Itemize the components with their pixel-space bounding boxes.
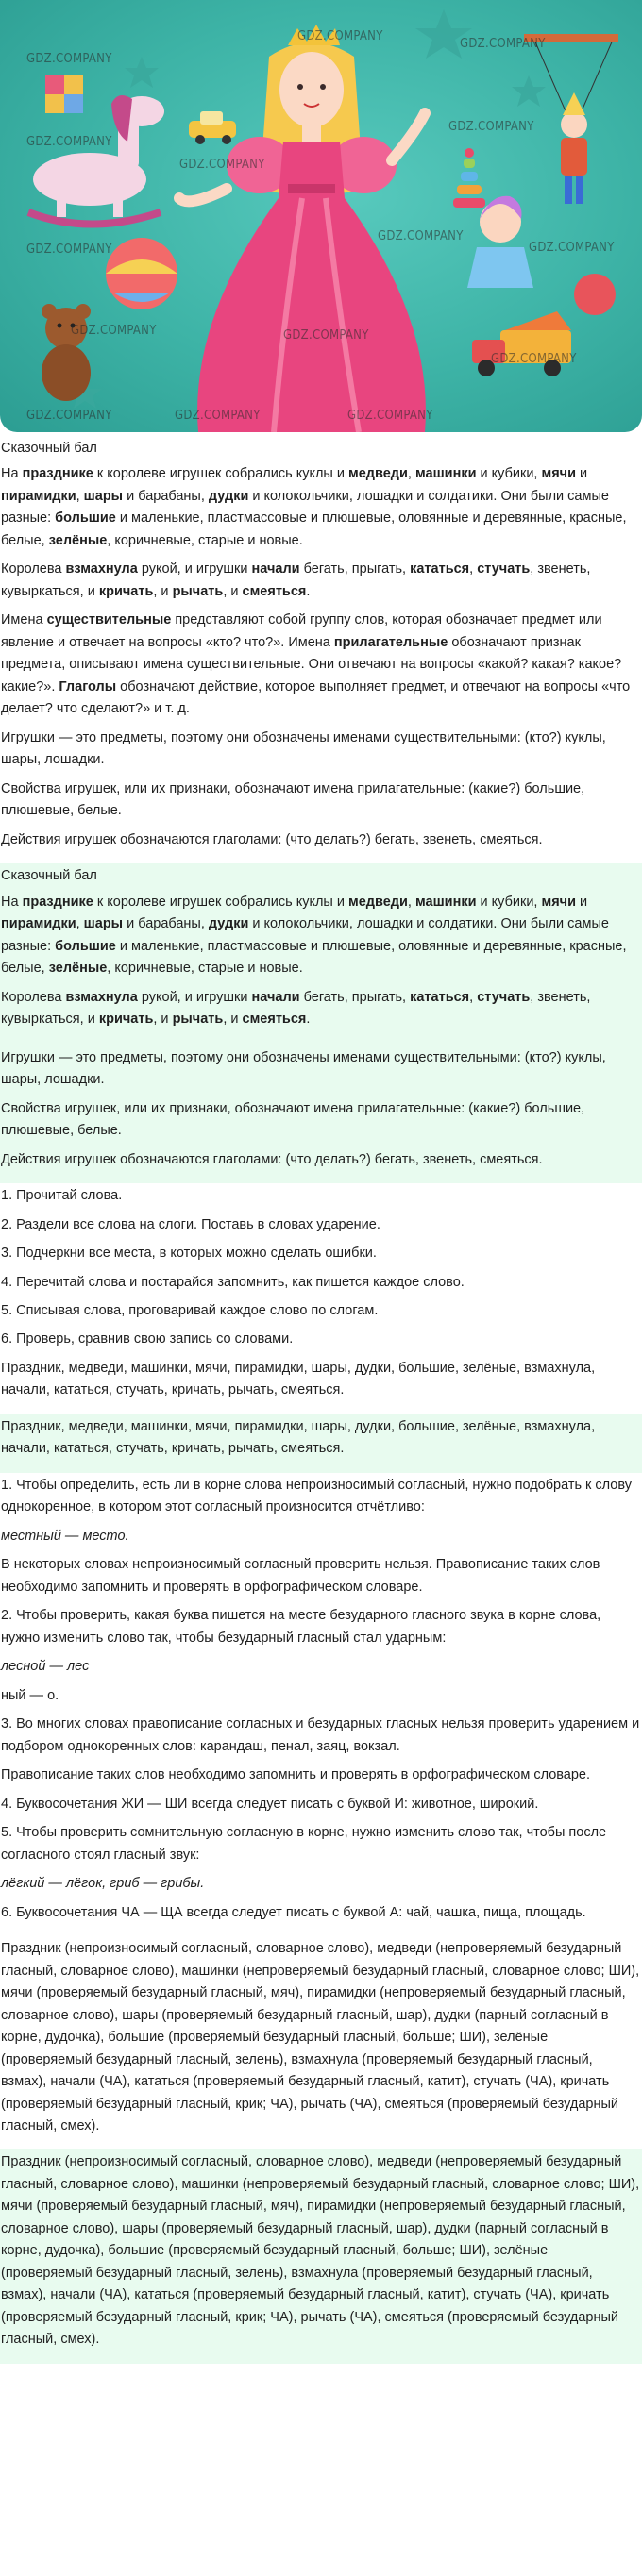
rule-1-note: В некоторых словах непроизносимый согласный проверить нельзя. Правописание таких слов необходимо запомнить и проверять в орфографическом словаре. xyxy=(1,1557,600,1595)
parts-of-speech-explanation: Имена существительные представляют собой группу слов, которая обозначает предмет или явление и отвечает на вопросы «кто? что?». Имена прилагательные обозначают признак предмета, описывают имена существительные. Они отвечают на вопросы «какой? какая? какое? какие?». Глаголы обозначают действие, которое выполняет предмет, и отвечают на вопросы «что делает? что сделают?» и т. д. xyxy=(1,612,631,717)
watermark: GDZ.COMPANY xyxy=(283,328,369,343)
story-block-2 xyxy=(0,863,642,1183)
rule-2-example: лесной — лес xyxy=(1,1659,90,1675)
story-paragraph-2: Королева взмахнула рукой, и игрушки начали бегать, прыгать, кататься, стучать, звенеть, кувыркаться, и кричать, и рычать, и смеяться. xyxy=(1,561,591,599)
task-2: 2. Раздели все слова на слоги. Поставь в словах ударение. xyxy=(1,1216,380,1232)
word-analysis: Праздник (непроизносимый согласный, словарное слово), медведи (непроверяемый безударный гласный, словарное слово), машинки (непроверяемый безударный гласный, словарное слово; ШИ), мячи (проверяемый безударный гласный, мяч), пирамидки (непроверяемый безударный гласный, словарное слово), шары (проверяемый безударный гласный, шар), дудки (парный согласный в корне, дудочка), большие (проверяемый безударный гласный, больше; ШИ), зелёные (проверяемый безударный гласный, зелень), взмахнула (проверяемый безударный гласный, взмах), начали (ЧА), кататься (проверяемый безударный гласный, катит), стучать (ЧА), кричать (проверяемый безударный гласный, крик; ЧА), рычать (ЧА), смеяться (проверяемый безударный гласный, смех). xyxy=(1,2154,640,2348)
watermark: GDZ.COMPANY xyxy=(71,324,157,338)
rule-2-example-end: ный — о. xyxy=(1,1687,59,1703)
word-list: Праздник, медведи, машинки, мячи, пирамидки, шары, дудки, большие, зелёные, взмахнула, начали, кататься, стучать, кричать, рычать, смеяться. xyxy=(1,1360,596,1398)
rules-block xyxy=(0,1473,642,1936)
rule-6: 6. Буквосочетания ЧА — ЩА всегда следует писать с буквой А: чай, чашка, пища, площадь. xyxy=(1,1904,586,1920)
task-6: 6. Проверь, сравнив свою запись со словами. xyxy=(1,1331,294,1347)
rule-3-note: Правописание таких слов необходимо запомнить и проверять в орфографическом словаре. xyxy=(1,1767,591,1783)
watermark: GDZ.COMPANY xyxy=(26,409,112,423)
analysis-block-1 xyxy=(0,1936,642,2149)
answer-content xyxy=(0,436,642,2373)
watermark: GDZ.COMPANY xyxy=(26,243,112,257)
rule-4: 4. Буквосочетания ЖИ — ШИ всегда следует писать с буквой И: животное, широкий. xyxy=(1,1796,539,1812)
word-analysis: Праздник (непроизносимый согласный, словарное слово), медведи (непроверяемый безударный гласный, словарное слово), машинки (непроверяемый безударный гласный, словарное слово; ШИ), мячи (проверяемый безударный гласный, мяч), пирамидки (непроверяемый безударный гласный, словарное слово), шары (проверяемый безударный гласный, шар), дудки (парный согласный в корне, дудочка), большие (проверяемый безударный гласный, больше; ШИ), зелёные (проверяемый безударный гласный, зелень), взмахнула (проверяемый безударный гласный, взмах), начали (ЧА), кататься (проверяемый безударный гласный, катит), стучать (ЧА), кричать (проверяемый безударный гласный, крик; ЧА), рычать (ЧА), смеяться (проверяемый безударный гласный, смех). xyxy=(1,1941,640,2133)
rule-1-example: местный — место. xyxy=(1,1528,129,1544)
adjectives-explanation: Свойства игрушек, или их признаки, обозначают имена прилагательные: (какие?) большие, плюшевые, белые. xyxy=(1,1100,585,1139)
story-title: Сказочный бал xyxy=(1,441,97,456)
nouns-explanation: Игрушки — это предметы, поэтому они обозначены именами существительными: (кто?) куклы, шары, лошадки. xyxy=(1,729,606,768)
rule-5-example: лёгкий — лёгок, гриб — грибы. xyxy=(1,1876,205,1892)
watermark: GDZ.COMPANY xyxy=(378,229,464,243)
story-title: Сказочный бал xyxy=(1,868,97,884)
story-paragraph-1: На празднике к королеве игрушек собрались куклы и медведи, машинки и кубики, мячи и пирамидки, шары и барабаны, дудки и колокольчики, лошадки и солдатики. Они были самые разные: большие и маленькие, пластмассовые и плюшевые, оловянные и деревянные, красные, белые, зелёные, коричневые, старые и новые. xyxy=(1,466,627,548)
task-4: 4. Перечитай слова и постарайся запомнить, как пишется каждое слово. xyxy=(1,1274,465,1290)
word-list: Праздник, медведи, машинки, мячи, пирамидки, шары, дудки, большие, зелёные, взмахнула, начали, кататься, стучать, кричать, рычать, смеяться. xyxy=(1,1418,596,1457)
rule-5: 5. Чтобы проверить сомнительную согласную в корне, нужно изменить слово так, чтобы после согласного стоял гласный звук: xyxy=(1,1825,607,1863)
watermark: GDZ.COMPANY xyxy=(26,135,112,149)
hero-illustration xyxy=(0,0,642,432)
story-block-1 xyxy=(0,436,642,863)
verbs-explanation: Действия игрушек обозначаются глаголами: (что делать?) бегать, звенеть, смеяться. xyxy=(1,831,543,847)
watermark: GDZ.COMPANY xyxy=(347,409,433,423)
watermark: GDZ.COMPANY xyxy=(179,158,265,172)
task-1: 1. Прочитай слова. xyxy=(1,1188,123,1204)
watermark: GDZ.COMPANY xyxy=(529,241,615,255)
verbs-explanation: Действия игрушек обозначаются глаголами: (что делать?) бегать, звенеть, смеяться. xyxy=(1,1151,543,1167)
rule-3: 3. Во многих словах правописание согласных и безударных гласных нельзя проверить ударением и подбором однокоренных слов: карандаш, пенал, заяц, вокзал. xyxy=(1,1716,640,1754)
tasks-block xyxy=(0,1183,642,1414)
nouns-explanation: Игрушки — это предметы, поэтому они обозначены именами существительными: (кто?) куклы, шары, лошадки. xyxy=(1,1049,606,1088)
watermark: GDZ.COMPANY xyxy=(297,29,383,43)
task-5: 5. Списывая слова, проговаривай каждое слово по слогам. xyxy=(1,1302,379,1318)
rule-2: 2. Чтобы проверить, какая буква пишется на месте безударного гласного звука в корне слова, нужно изменить слово так, чтобы безударный гласный стал ударным: xyxy=(1,1608,601,1646)
watermark: GDZ.COMPANY xyxy=(448,120,534,134)
watermark: GDZ.COMPANY xyxy=(491,352,577,366)
adjectives-explanation: Свойства игрушек, или их признаки, обозначают имена прилагательные: (какие?) большие, плюшевые, белые. xyxy=(1,780,585,819)
story-paragraph-1: На празднике к королеве игрушек собрались куклы и медведи, машинки и кубики, мячи и пирамидки, шары и барабаны, дудки и колокольчики, лошадки и солдатики. Они были самые разные: большие и маленькие, пластмассовые и плюшевые, оловянные и деревянные, красные, белые, зелёные, коричневые, старые и новые. xyxy=(1,894,627,977)
story-paragraph-2: Королева взмахнула рукой, и игрушки начали бегать, прыгать, кататься, стучать, звенеть, кувыркаться, и кричать, и рычать, и смеяться. xyxy=(1,989,591,1028)
rule-1: 1. Чтобы определить, есть ли в корне слова непроизносимый согласный, нужно подобрать к слову однокоренное, в котором этот согласный произносится отчётливо: xyxy=(1,1477,633,1515)
task-3: 3. Подчеркни все места, в которых можно сделать ошибки. xyxy=(1,1246,377,1262)
watermark: GDZ.COMPANY xyxy=(460,37,546,51)
watermark: GDZ.COMPANY xyxy=(26,52,112,66)
word-list-answer xyxy=(0,1414,642,1473)
analysis-block-2 xyxy=(0,2149,642,2363)
watermark: GDZ.COMPANY xyxy=(175,409,261,423)
